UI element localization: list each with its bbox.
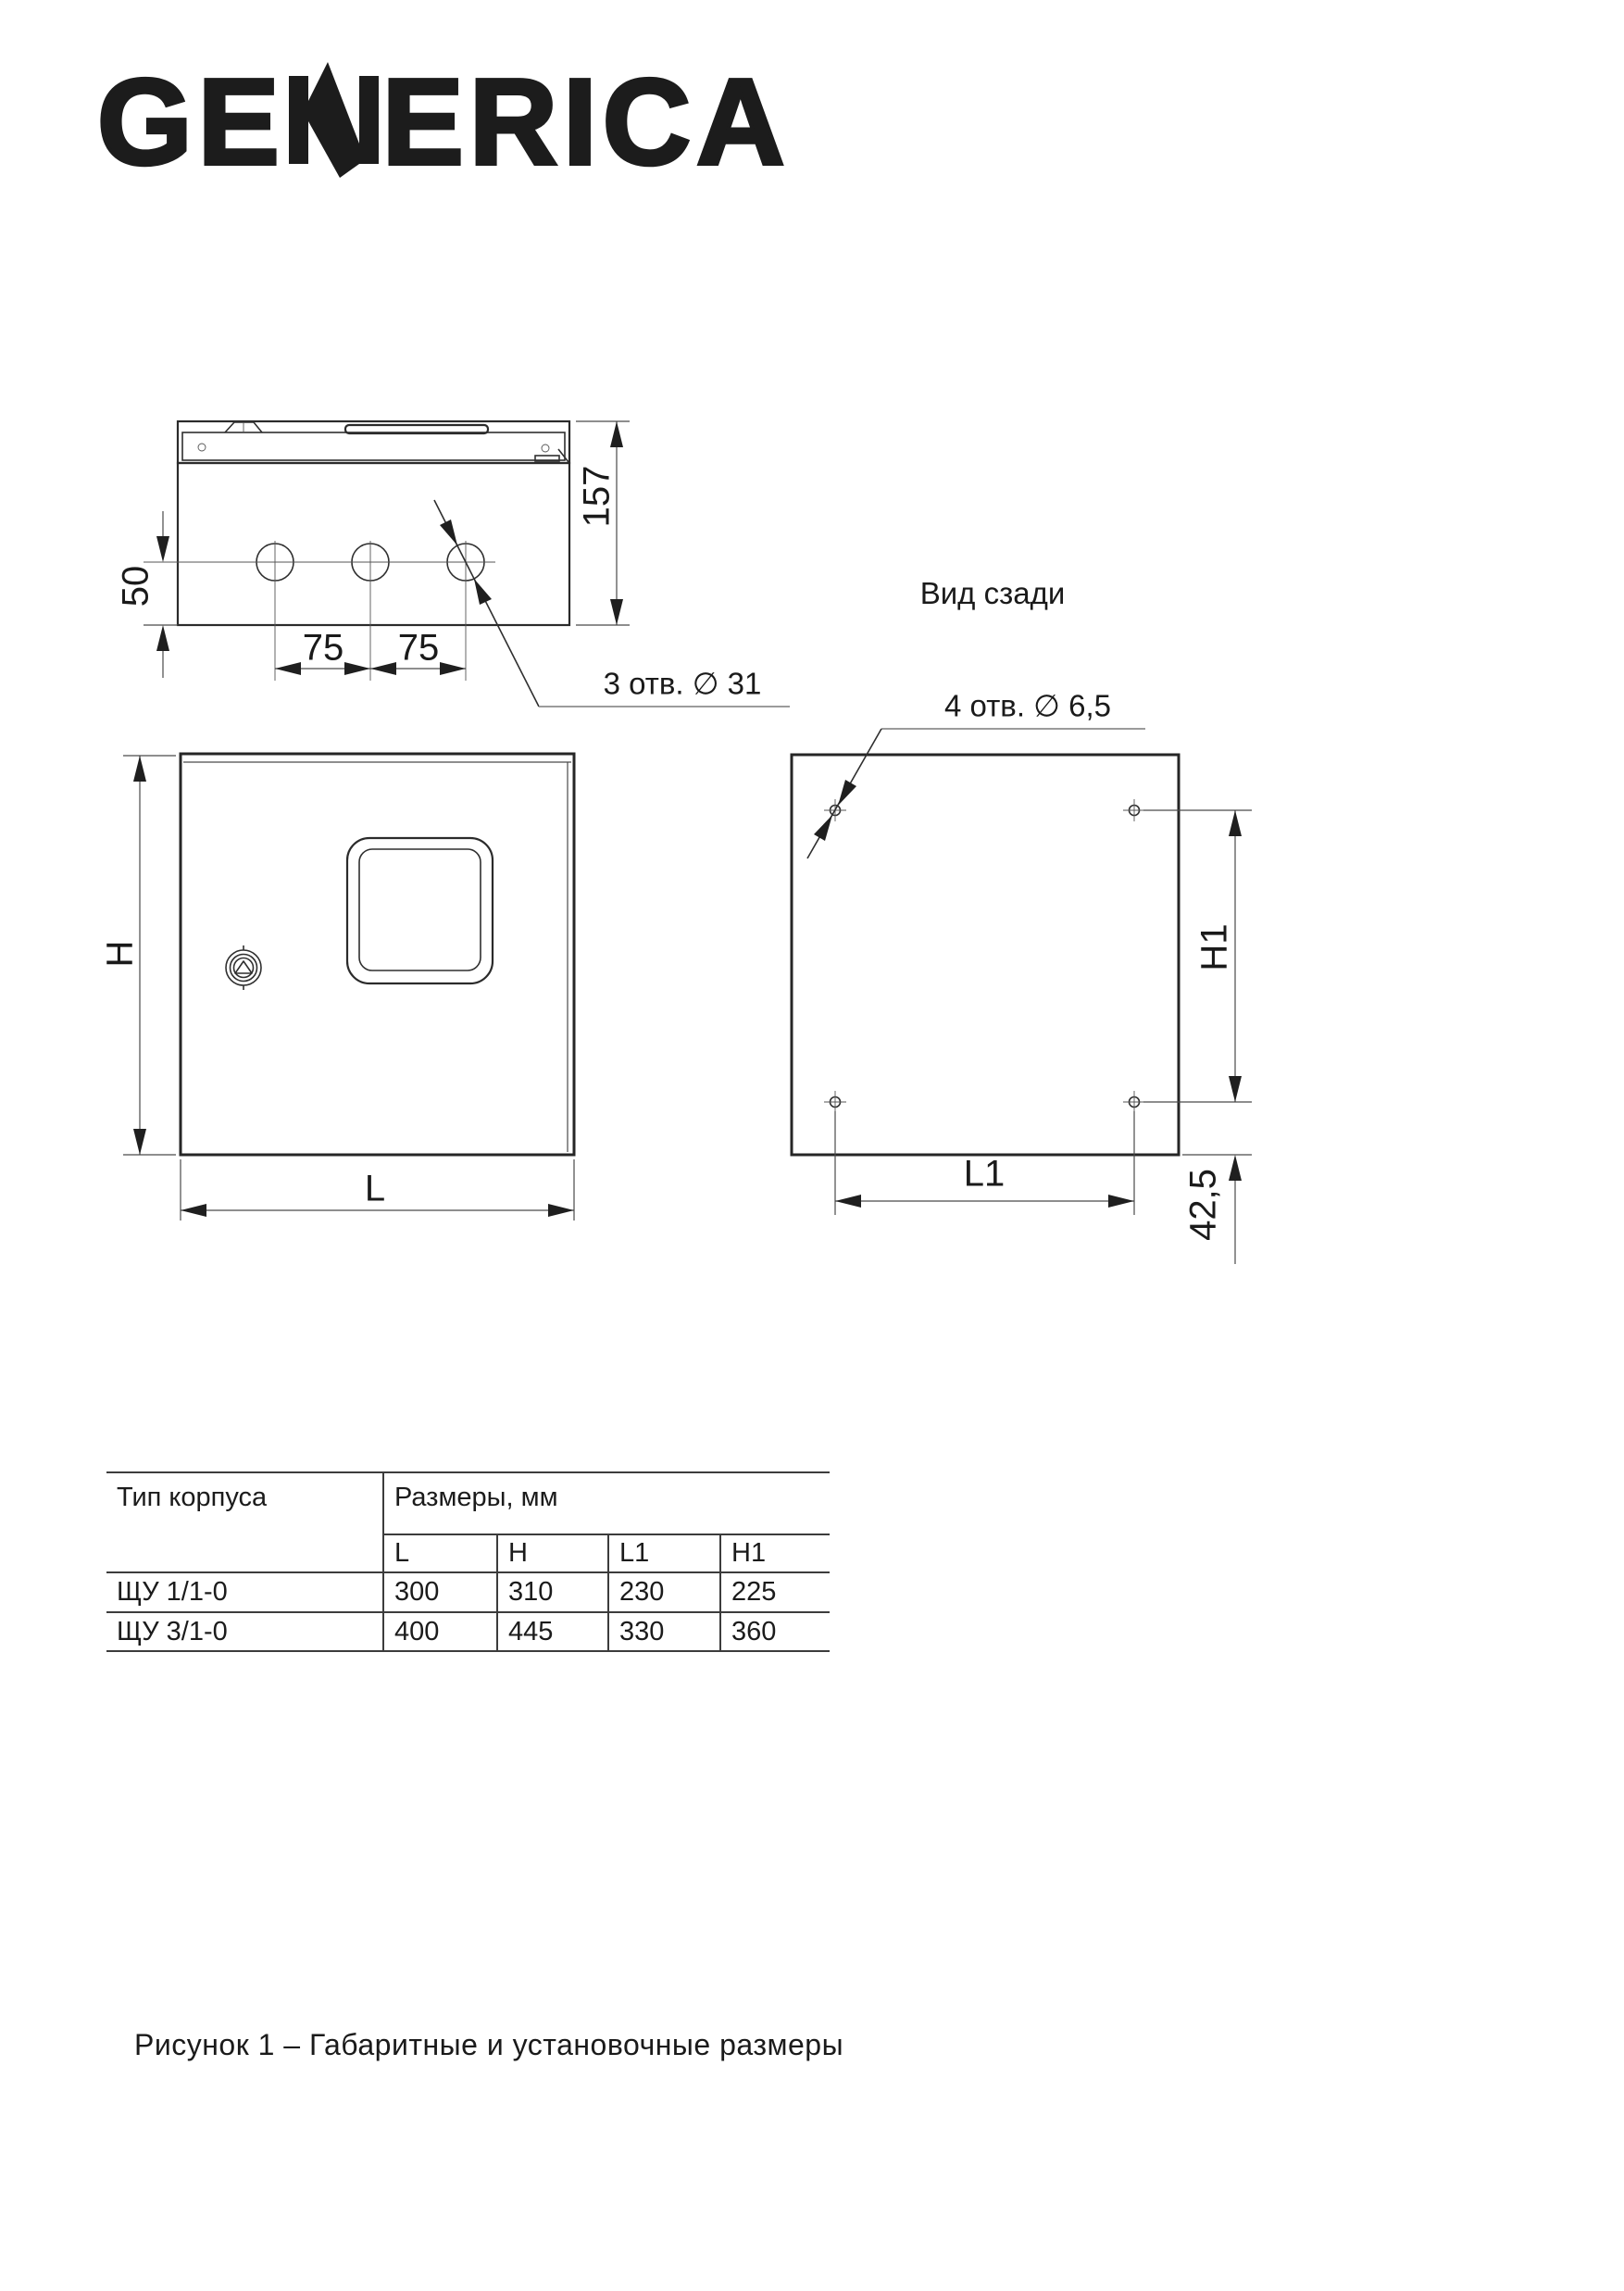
table-header-sizes: Размеры, мм (383, 1472, 830, 1534)
mounting-hole-bottom-right-icon (1123, 1091, 1145, 1113)
rear-panel (792, 755, 1179, 1155)
top-view-drawing (144, 421, 790, 707)
front-view-drawing (123, 754, 574, 1221)
table-cell-type: ЩУ 1/1-0 (106, 1572, 383, 1612)
rear-view-holes-callout: 4 отв. ∅ 6,5 (944, 688, 1111, 723)
lid-screw-left-icon (198, 444, 206, 451)
table-cell-value: 225 (720, 1572, 830, 1612)
table-cell-value: 330 (608, 1612, 720, 1651)
table-cell-value: 310 (497, 1572, 608, 1612)
table-cell-value: 300 (383, 1572, 497, 1612)
table-col-H1: H1 (720, 1534, 830, 1572)
figure-caption: Рисунок 1 – Габаритные и установочные размеры (134, 2028, 844, 2061)
table-cell-value: 230 (608, 1572, 720, 1612)
rear-view-title: Вид сзади (919, 576, 1066, 610)
table-row (106, 1572, 830, 1612)
table-col-H: H (497, 1534, 608, 1572)
dim-label-H: H (99, 940, 141, 968)
table-row (106, 1612, 830, 1651)
logo-text-before-n: GE (97, 54, 285, 190)
dim-label-157: 157 (576, 465, 618, 528)
dim-label-L: L (364, 1168, 386, 1209)
door-lock-icon (226, 945, 261, 990)
meter-window (347, 838, 493, 983)
table-col-L: L (383, 1534, 497, 1572)
dim-label-H1: H1 (1193, 923, 1235, 971)
dim-label-50: 50 (115, 565, 156, 607)
dimension-L1 (835, 1195, 1134, 1208)
top-view-holes-callout: 3 отв. ∅ 31 (603, 666, 762, 701)
table-cell-type: ЩУ 3/1-0 (106, 1612, 383, 1651)
dim-label-L1: L1 (963, 1153, 1006, 1195)
mounting-holes (824, 799, 1145, 1113)
dimension-42-5 (1229, 1155, 1242, 1264)
dimensions-table (106, 1471, 830, 1652)
top-view-lid (178, 421, 569, 463)
table-cell-value: 360 (720, 1612, 830, 1651)
lid-screw-right-icon (542, 444, 549, 452)
table-col-L1: L1 (608, 1534, 720, 1572)
table-cell-value: 445 (497, 1612, 608, 1651)
rear-callout-leader (807, 729, 1145, 858)
dim-label-42-5: 42,5 (1182, 1169, 1224, 1241)
mounting-hole-bottom-left-icon (824, 1091, 846, 1113)
table-cell-value: 400 (383, 1612, 497, 1651)
mounting-hole-top-right-icon (1123, 799, 1145, 821)
logo-text-after-n: ERICA (381, 54, 791, 190)
dim-label-75-second: 75 (397, 627, 440, 669)
dim-label-75-first: 75 (302, 627, 344, 669)
table-header-type: Тип корпуса (106, 1472, 383, 1572)
